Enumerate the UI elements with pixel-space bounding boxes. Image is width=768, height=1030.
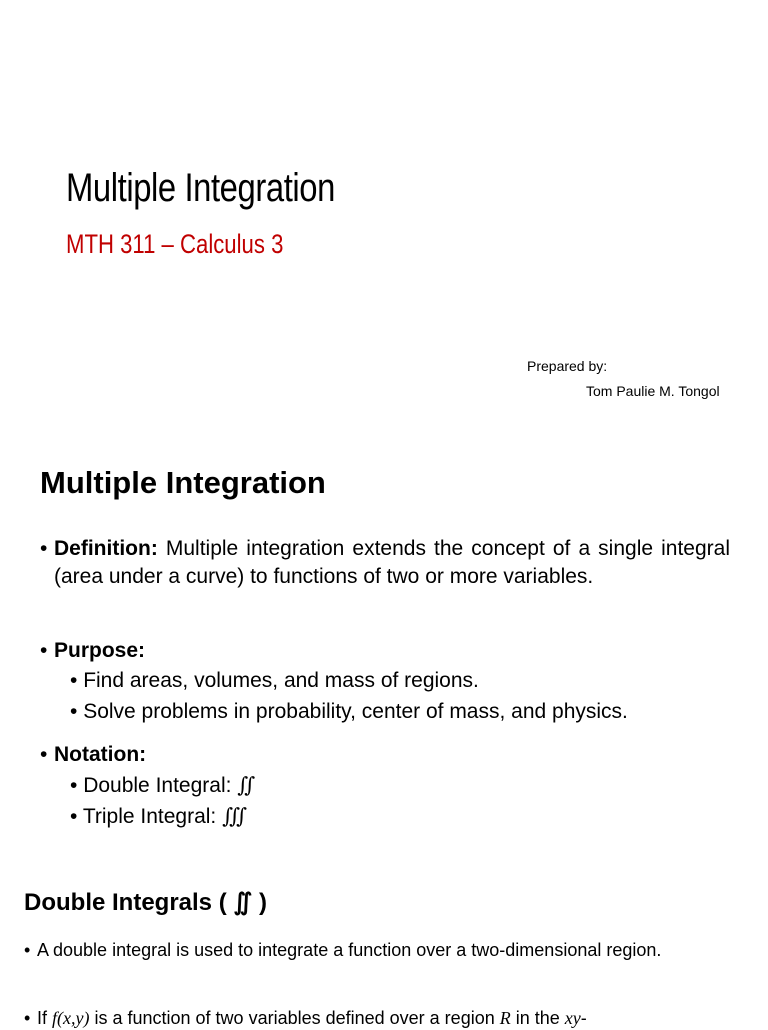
definition-bullet [40,535,730,591]
slide-title: Double Integrals ( ∬ ) [24,889,267,916]
purpose-item-text: Solve problems in probability, center of mass, and physics. [83,700,628,723]
sub-bullet-icon: • [70,700,84,723]
presentation-title: Multiple Integration [66,166,335,210]
double-integral-symbol: ∬ [237,773,256,797]
slide-title: Multiple Integration [40,465,326,500]
bullet-icon: • [40,743,48,766]
text-part: is a function of two variables defined over a region [89,1008,500,1028]
purpose-item-text: Find areas, volumes, and mass of regions. [83,669,479,692]
purpose-label: Purpose: [54,639,146,662]
sub-bullet-icon: • [70,805,83,828]
bullet-icon: • [40,639,48,662]
notation-triple-label: Triple Integral: [82,805,223,828]
definition-label: Definition: [54,537,158,560]
notation-label: Notation: [54,743,147,766]
bullet-icon: • [40,537,48,560]
definition-text: Multiple integration extends the concept of a single integral (area under a curve) to functions of two or more variables. [54,537,730,588]
purpose-bullet [40,637,730,665]
purpose-item [70,667,479,695]
text-part: If [37,1008,53,1028]
double-integrals-slide [0,860,768,1028]
prepared-by-label: Prepared by: [527,358,608,374]
sub-bullet-icon: • [70,774,84,797]
title-slide [0,0,768,440]
author-name: Tom Paulie M. Tongol [586,383,720,399]
overview-slide [0,440,768,860]
definition-bullet [24,1006,587,1030]
bullet-icon: • [24,1008,31,1028]
course-subtitle: MTH 311 – Calculus 3 [66,229,284,259]
intro-bullet [24,938,741,962]
text-part: in the [510,1008,565,1028]
text-part: - [580,1008,587,1028]
function-symbol: f(x,y) [52,1008,90,1028]
region-symbol: R [499,1008,511,1028]
sub-bullet-icon: • [70,669,84,692]
notation-double-label: Double Integral: [83,774,238,797]
notation-double [70,771,255,800]
plane-symbol: xy [564,1008,581,1028]
notation-triple [70,802,247,831]
purpose-item [70,698,628,726]
notation-bullet [40,741,730,769]
triple-integral-symbol: ∭ [222,804,247,828]
bullet-icon: • [24,940,31,960]
intro-text: A double integral is used to integrate a function over a two-dimensional region. [37,940,662,960]
